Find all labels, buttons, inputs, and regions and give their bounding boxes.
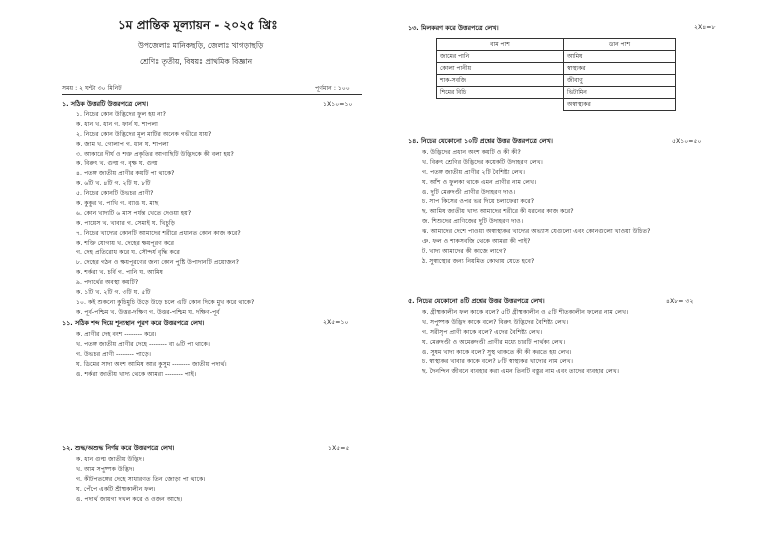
exam-title: ১ম প্রান্তিক মূল্যায়ন - ২০২৫ খ্রিঃ (118, 18, 278, 32)
exam-class-subject: শ্রেণিঃ তৃতীয়, বিষয়ঃ প্রাথমিক বিজ্ঞান (140, 57, 253, 66)
table-cell: অস্বাস্থ্যকর (564, 99, 676, 111)
table-cell: ভিটামিন (564, 87, 676, 99)
q12-list (76, 455, 206, 504)
list-item: ৯. পদার্থের অবস্থা কয়টি? (76, 279, 139, 287)
list-item: ক. ধান খ. ধান গ. ফার্ন ঘ. শাপলা (76, 120, 158, 128)
table-cell: কোলা পানীয় (437, 63, 564, 75)
q1-list (76, 110, 254, 318)
q13-heading: ১৩. মিলকরণ করে উত্তরপত্রে লেখ। (408, 24, 499, 32)
list-item: ক. ১টি খ. ২টি গ. ৩টি ঘ. ৫টি (76, 289, 151, 297)
table-cell: শাক-সবজি (437, 75, 564, 87)
list-item: ক. জাম খ. গোলাপ গ. ধান ঘ. শাপলা (76, 140, 169, 148)
exam-full-marks: পূর্ণমান : ১০০ (315, 85, 350, 92)
list-item: ঘ. আঁশ ও ফুলকা থাকে এমন প্রাণীর নাম লেখ। (422, 178, 537, 186)
table-row (437, 99, 676, 111)
list-item: ক. ধান গুল্ম জাতীয় উদ্ভিদ। (76, 456, 145, 463)
exam-time: সময় : ২ ঘন্টা ৩০ মিনিট (62, 85, 122, 92)
list-item: ঙ. পদার্থ জায়গা দখল করে ও ওজন আছে। (76, 495, 183, 503)
list-item: গ. সরীসৃপ প্রাণী কাকে বলে? এদের বৈশিষ্ট্য লেখ। (422, 328, 543, 336)
list-item: জ. শিশুদের প্রাণিজের দুটি উদাহরণ দাও। (422, 218, 524, 226)
list-item: ক. গ্রীষ্মকালীন ফল কাকে বলে? ৫টি গ্রীষ্মকালীন ও ৫টি শীতকালীন ফলের নাম লেখ। (422, 309, 629, 316)
list-item: চ. স্বাস্থ্যকর খাবার কাকে বলে? ৮টি স্বাস্থ্যকর খাদ্যের নাম লেখ। (422, 358, 573, 366)
q14-heading: ১৪. নিচের যেকোনো ১০টি প্রশ্নের উত্তর উত্তরপত্রে লেখ। (408, 137, 553, 145)
q12-heading: ১২. শুদ্ধ/অশুদ্ধ নির্ণয় করে উত্তরপত্রে লেখ। (62, 444, 175, 452)
list-item: ২. নিচের কোন উদ্ভিদের মূল মাটির অনেক গভীরে যায়? (76, 130, 212, 138)
table-row (437, 87, 676, 99)
q15-list (422, 308, 628, 377)
list-item: ছ. দৈনন্দিন জীবনে ব্যবহার করা এমন তিনটি বস্তুর নাম এবং তাদের ব্যবহার লেখ। (422, 368, 620, 376)
table-row (437, 51, 676, 63)
table-cell: স্বাস্থ্যকর (564, 63, 676, 75)
q11-heading: ১১. সঠিক শব্দ দিয়ে শূন্যস্থান পূরণ করে উত্তরপত্রে লেখ। (62, 319, 205, 327)
list-item: ক. পূর্ব-পশ্চিম খ. উত্তর-দক্ষিণ গ. উত্তর-পশ্চিম ঘ. দক্ষিণ-পূর্ব (76, 308, 220, 316)
q14-marks: ৫X১০=৫০ (672, 138, 702, 145)
list-item: ৫. নিচের কোনটি উভচর প্রাণী? (76, 190, 154, 198)
list-item: ছ. আমিষ জাতীয় খাদ্য আমাদের শরীরে কী ধরনের কাজ করে? (422, 208, 574, 216)
list-item: ৬. কোন খাদ্যটি ৬ মাস পর্যন্ত খেতে দেওয়া হয়? (76, 209, 192, 217)
list-item: ঞ. ফল ও শাকসবজি থেকে আমরা কী পাই? (422, 238, 531, 246)
list-item: গ. কীটপতঙ্গের দেহে সাধারণত তিন জোড়া পা থাকে। (76, 475, 206, 483)
list-item: ঝ. আমাদের দেশে পাওয়া অস্বাস্থ্যকর খাদ্যের অভ্যাস যেগুলো এবং কোনগুলো খাওয়া উচিত? (422, 228, 651, 236)
q1-heading: ১. সঠিক উত্তরটি উত্তরপত্রে লেখ। (62, 100, 149, 108)
list-item: ১. নিচের কোন উদ্ভিদের ফুল হয় না? (76, 111, 166, 118)
q12-marks: ১X৫=৫ (328, 445, 350, 452)
list-item: ৩. আকারে দীর্ঘ ও শক্ত প্রকৃতির আগাছিটি উদ্ভিদকে কী বলা হয়? (76, 150, 234, 158)
table-cell: আমিষ (564, 51, 676, 63)
list-item: ৪. পতঙ্গ জাতীয় প্রাণীর কয়টি পা থাকে? (76, 170, 175, 178)
list-item: ক. বিরুৎ খ. গুল্ম গ. বৃক্ষ ঘ. গুল্ম (76, 160, 158, 168)
list-item: ক. শক্তি যোগায় খ. দেহের ক্ষয়পূরণ করে (76, 239, 175, 247)
list-item: খ. আম সপুষ্পক উদ্ভিদ। (76, 465, 135, 473)
list-item: ঙ. সুষম খাদ্য কাকে বলে? সুস্থ থাকতে কী কী করতে হয় লেখ। (422, 348, 572, 356)
list-item: ঘ. মেরুদণ্ডী ও অমেরুদণ্ডী প্রাণীর মধ্যে চারটি পার্থক্য লেখ। (422, 338, 566, 346)
list-item: খ. সপুষ্পক উদ্ভিদ কাকে বলে? বিরুৎ উদ্ভিদের বৈশিষ্ট্য লেখ। (422, 318, 569, 326)
q1-marks: ১X১০=১০ (323, 101, 353, 108)
list-item: ক. কুকুর খ. পাখি গ. ব্যাঙ ঘ. মাছ (76, 200, 159, 208)
list-item: ১০. কই শুকনো কুচিমুচি উড়ে উড়ে চলে এটি কোন দিকে মুখ করে থাকে? (76, 298, 255, 306)
list-item: ক. ৬টি খ. ৪টি গ. ২টি ঘ. ৮টি (76, 180, 151, 188)
table-row (437, 63, 676, 75)
table-cell (437, 99, 564, 111)
list-item: খ. বিরুৎ শ্রেণির উদ্ভিদের কয়েকটি উদাহরণ লেখ। (422, 158, 543, 166)
list-item: ঘ. পেঁপে একটি শ্রীষ্মকালীন ফল। (76, 485, 156, 493)
list-item: ঠ. সুস্বাস্থ্যের জন্য নিয়মিত কোথায় যেতে হবে? (422, 257, 535, 265)
exam-location: উপজেলাঃ মানিকছড়ি, জেলাঃ খাগড়াছড়ি (138, 41, 264, 50)
list-item: ক. পায়েস খ. খাবার গ. সেমাই ঘ. খিচুড়ি (76, 219, 176, 227)
column-header-right: ডান পাশ (564, 39, 676, 51)
match-table (436, 38, 676, 111)
table-cell: জামের পানি (437, 51, 564, 63)
q13-marks: ২X৪=৮ (694, 24, 716, 31)
list-item: ঘ. ডিমের সাদা অংশ আমিষ আর কুসুম -------- জাতীয় পদার্থ। (76, 360, 227, 368)
list-item: ঙ. শর্করা জাতীয় খাদ্য থেকে আমরা -------- পাই। (76, 370, 197, 378)
list-item: ট. খাদ্য আমাদের কী কাজে লাগে? (422, 247, 507, 255)
q11-marks: ২X৫=১০ (323, 319, 349, 326)
q15-heading: ৫. নিচের যেকোনো ৪টি প্রশ্নের উত্তর উত্তরপত্রে লেখ। (408, 297, 545, 305)
header-divider (62, 94, 362, 95)
list-item: গ. উভচর প্রাণী -------- পাড়ে। (76, 350, 151, 358)
table-header-row (437, 39, 676, 51)
list-item: গ. দেহ প্রতিরোধ করে ঘ. সৌন্দর্য বৃদ্ধি করে (76, 249, 180, 257)
list-item: ৭. নিচের খাদ্যের কোনটি আমাদের শরীরে প্রধানত কোন কাজ করে? (76, 229, 241, 237)
list-item: খ. পতঙ্গ জাতীয় প্রাণীর দেহে -------- বা ৬টি পা থাকে। (76, 340, 210, 348)
table-cell: জীবাণু (564, 75, 676, 87)
list-item: ক. উদ্ভিদের প্রধান অংশ কয়টি ও কী কী? (422, 149, 521, 156)
q11-list (76, 330, 227, 379)
list-item: ৮. দেহের গঠন ও ক্ষয়পূরণের জন্য কোন পুষ্টি উপাদানটি প্রয়োজন? (76, 259, 239, 267)
table-cell: শিমের বিচি (437, 87, 564, 99)
list-item: ঙ. দুটি মেরুদণ্ডী প্রাণীর উদাহরণ দাও। (422, 188, 516, 196)
column-header-left: বাম পাশ (437, 39, 564, 51)
list-item: ক. প্রাণীর দেহ বংশ -------- করে। (76, 331, 157, 338)
list-item: ক. শর্করা খ. চর্বি গ. পানি ঘ. আমিষ (76, 269, 163, 277)
table-row (437, 75, 676, 87)
list-item: গ. পতঙ্গ জাতীয় প্রাণীর ২টি বৈশিষ্ট্য লেখ। (422, 168, 525, 176)
q14-list (422, 148, 650, 267)
list-item: চ. সাপ কিসের ওপর ভর দিয়ে চলাফেরা করে? (422, 198, 535, 206)
q15-marks: ৪X৮= ৩২ (666, 298, 694, 305)
